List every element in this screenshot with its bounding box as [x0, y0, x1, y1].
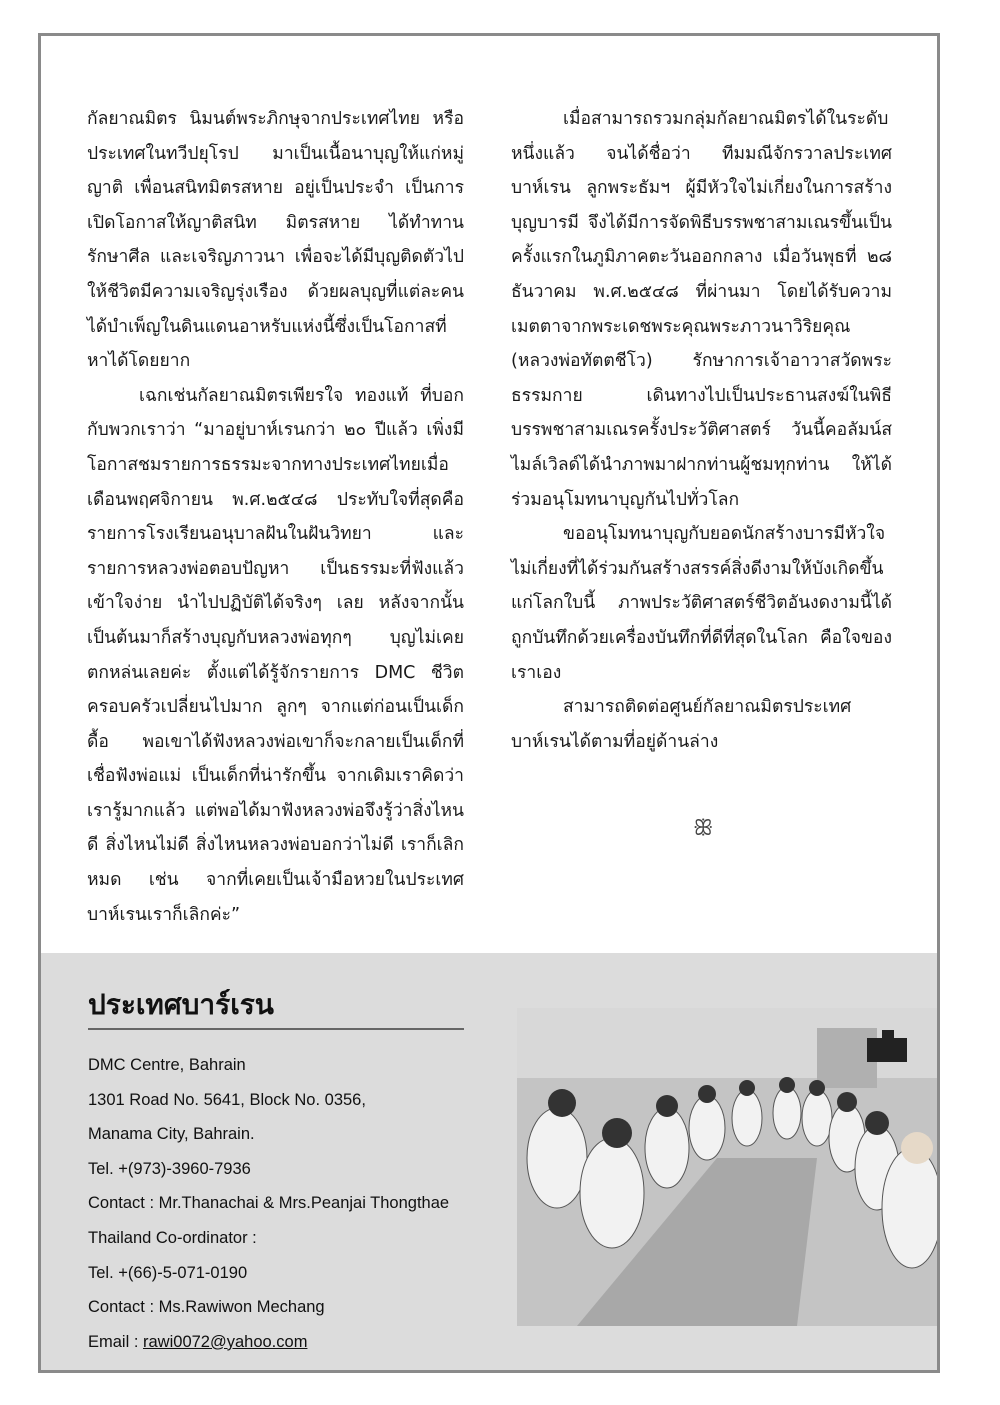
- coordinator-contact: Contact : Ms.Rawiwon Mechang: [88, 1298, 325, 1317]
- right-paragraph-3: สามารถติดต่อศูนย์กัลยาณมิตรประเทศบาห์เรนได้ตามที่อยู่ด้านล่าง: [511, 697, 852, 752]
- contact-city-line: Manama City, Bahrain.: [88, 1125, 255, 1144]
- email-label: Email :: [88, 1332, 144, 1351]
- right-paragraph-2: ขออนุโมทนาบุญกับยอดนักสร้างบารมีหัวใจไม่เกี่ยงที่ได้ร่วมกันสร้างสรรค์สิ่งดีงามให้บังเกิดขึ้นแก่โลกใบนี้ ภาพประวัติศาสตร์ชีวิตอันงดงามนี้ได้ถูกบันทึกด้วยเครื่องบันทึกที่ดีที่สุดในโลก คือใจของเราเอง: [511, 524, 892, 683]
- right-paragraph-1: เมื่อสามารถรวมกลุ่มกัลยาณมิตรได้ในระดับหนึ่งแล้ว จนได้ชื่อว่า ทีมมณีจักรวาลประเทศบาห์เรน ลูกพระธัมฯ ผู้มีหัวใจไม่เกี่ยงในการสร้างบุญบารมี จึงได้มีการจัดพิธีบรรพชาสามเณรขึ้นเป็นครั้งแรกในภูมิภาคตะวันออกกลาง เมื่อวันพุธที่ ๒๘ ธันวาคม พ.ศ.๒๕๔๘ ที่ผ่านมา โดยได้รับความเมตตาจากพระเดชพระคุณพระภาวนาวิริยคุณ (หลวงพ่อทัตตชีโว) รักษาการเจ้าอาวาสวัดพระธรรมกาย เดินทางไปเป็นประธานสงฆ์ในพิธีบรรพชาสามเณรครั้งประวัติศาสตร์ วันนี้คอลัมน์สไมล์เวิลด์ได้นำภาพมาฝากท่านผู้ชมทุกท่าน ให้ได้ร่วมอนุโมทนาบุญกันไปทั่วโลก: [511, 109, 892, 510]
- coordinator-label: Thailand Co-ordinator :: [88, 1228, 257, 1247]
- left-column: [87, 102, 464, 932]
- lotus-ornament-icon: ꕥ: [693, 816, 714, 841]
- contact-details: [88, 1048, 449, 1359]
- contact-section: [41, 953, 937, 1373]
- title-divider: [88, 1028, 464, 1030]
- ordination-ceremony-photo: [517, 1008, 937, 1326]
- email-line: [88, 1325, 449, 1360]
- contact-centre-name: DMC Centre, Bahrain: [88, 1056, 246, 1074]
- email-link[interactable]: rawi0072@yahoo.com: [143, 1332, 308, 1351]
- photo-illustration: [517, 1008, 937, 1326]
- left-paragraph-1: กัลยาณมิตร นิมนต์พระภิกษุจากประเทศไทย หรือประเทศในทวีปยุโรป มาเป็นเนื้อนาบุญให้แก่หมู่ญาติ เพื่อนสนิทมิตรสหาย อยู่เป็นประจำ เป็นการเปิดโอกาสให้ญาติสนิท มิตรสหาย ได้ทำทาน รักษาศีล และเจริญภาวนา เพื่อจะได้มีบุญติดตัวไปให้ชีวิตมีความเจริญรุ่งเรือง ด้วยผลบุญที่แต่ละคนได้บำเพ็ญในดินแดนอาหรับแห่งนี้ซึ่งเป็นโอกาสที่หาได้โดยยาก: [87, 109, 464, 372]
- contact-person: Contact : Mr.Thanachai & Mrs.Peanjai Thongthae: [88, 1194, 450, 1213]
- page-frame: [38, 33, 940, 1373]
- coordinator-phone: Tel. +(66)-5-071-0190: [88, 1263, 248, 1282]
- left-paragraph-2: เฉกเช่นกัลยาณมิตรเพียรใจ ทองแท้ ที่บอกกับพวกเราว่า “มาอยู่บาห์เรนกว่า ๒๐ ปีแล้ว เพิ่งมีโอกาสชมรายการธรรมะจากทางประเทศไทยเมื่อเดือนพฤศจิกายน พ.ศ.๒๕๔๘ ประทับใจที่สุดคือรายการโรงเรียนอนุบาลฝันในฝันวิทยา และรายการหลวงพ่อตอบปัญหา เป็นธรรมะที่ฟังแล้วเข้าใจง่าย นำไปปฏิบัติได้จริงๆ เลย หลังจากนั้นเป็นต้นมาก็สร้างบุญกับหลวงพ่อทุกๆ บุญไม่เคยตกหล่นเลยค่ะ ตั้งแต่ได้รู้จักรายการ DMC ชีวิตครอบครัวเปลี่ยนไปมาก ลูกๆ จากแต่ก่อนเป็นเด็กดื้อ พอเขาได้ฟังหลวงพ่อเขาก็จะกลายเป็นเด็กที่เชื่อฟังพ่อแม่ เป็นเด็กที่น่ารักขึ้น จากเดิมเราคิดว่าเรารู้มากแล้ว แต่พอได้มาฟังหลวงพ่อจึงรู้ว่าสิ่งไหนดี สิ่งไหนไม่ดี สิ่งไหนหลวงพ่อบอกว่าไม่ดี เราก็เลิกหมด เช่น จากที่เคยเป็นเจ้ามือหวยในประเทศบาห์เรนเราก็เลิกค่ะ”: [87, 385, 464, 925]
- right-column: [511, 102, 892, 759]
- contact-address-line: 1301 Road No. 5641, Block No. 0356,: [88, 1090, 366, 1109]
- contact-title: ประเทศบาร์เรน: [88, 988, 274, 1021]
- contact-phone: Tel. +(973)-3960-7936: [88, 1159, 251, 1178]
